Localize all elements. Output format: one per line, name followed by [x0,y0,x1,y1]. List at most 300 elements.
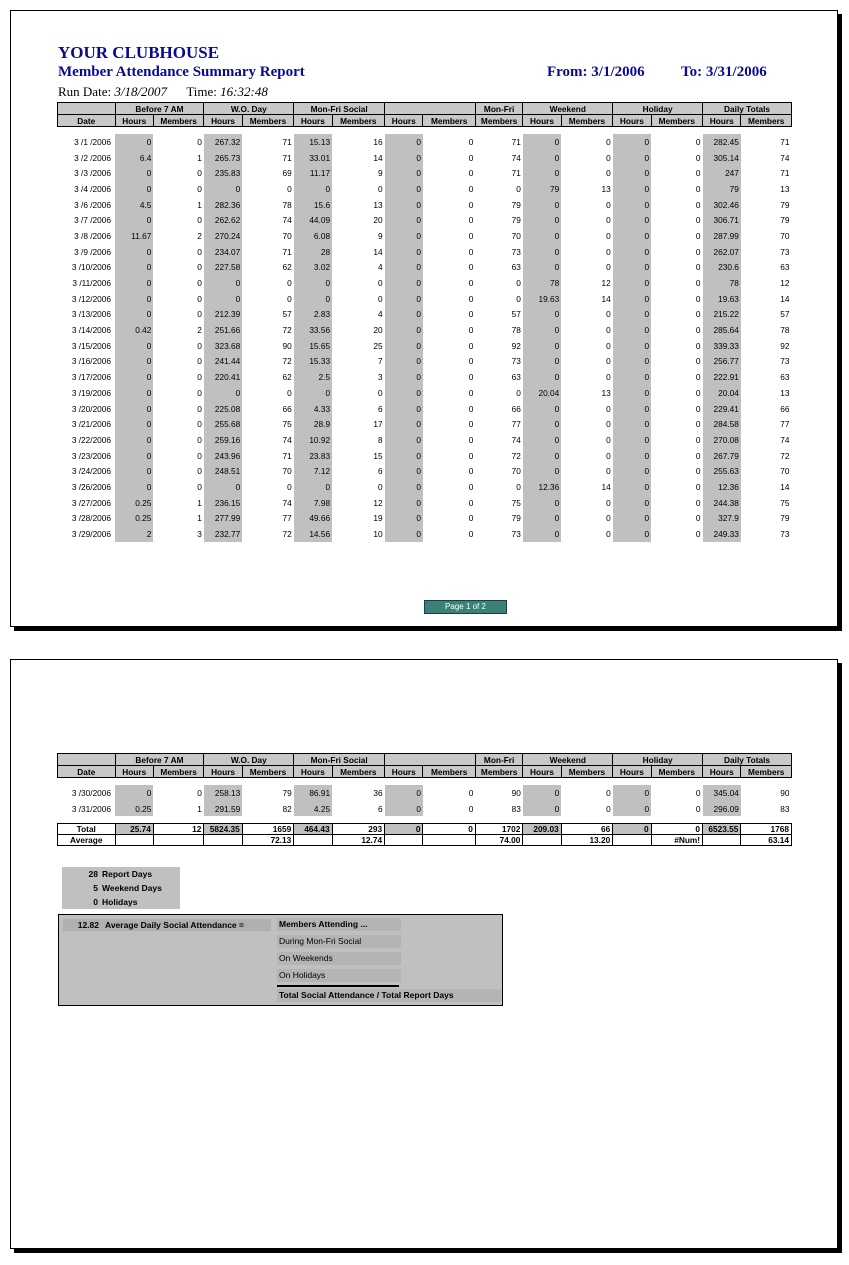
value-cell: 70 [511,466,521,477]
value-cell: 282.36 [204,197,242,213]
value-cell: 0 [468,340,474,351]
value-cell: 249.33 [703,526,741,542]
value-cell: 0 [468,372,474,383]
group-header-cell: Holiday [613,103,703,115]
value-cell: 339.33 [703,338,741,354]
value-cell: 0 [613,338,651,354]
date-cell: 3 /19/2006 [71,387,112,398]
value-cell: 0 [468,230,474,241]
value-cell: 215.22 [703,307,741,323]
value-cell: 6.4 [115,150,153,166]
date-cell: 3 /9 /2006 [74,246,112,257]
value-cell: 19 [373,513,383,524]
value-cell: 0 [523,785,561,801]
column-header-cell: Hours [523,115,561,127]
value-cell: 0 [695,419,701,430]
value-cell: 7.12 [294,463,332,479]
date-cell: 3 /23/2006 [71,450,112,461]
value-cell: 0 [385,401,423,417]
page-indicator-button[interactable]: Page 1 of 2 [424,600,507,614]
value-cell: 0 [204,479,242,495]
value-cell: 0 [523,322,561,338]
value-cell: 74 [511,152,521,163]
value-cell: 17 [373,419,383,430]
run-date-label: Run Date: [58,84,112,99]
value-cell: 282.45 [703,134,741,150]
value-cell: 0 [606,309,611,320]
value-cell: 25.74 [115,824,153,835]
value-cell: 19.63 [523,291,561,307]
value-cell: 0 [695,497,701,508]
group-header-cell: Mon-Fri Social [294,103,385,115]
value-cell: 0 [115,463,153,479]
value-cell: 0 [606,136,611,147]
value-cell: 0 [197,387,202,398]
date-cell: 3 /27/2006 [71,497,112,508]
table-row [58,150,792,166]
value-cell: 0 [468,215,474,226]
value-cell: 14 [780,293,790,304]
date-cell: 3 /4 /2006 [74,183,112,194]
table-spacer [58,778,792,786]
date-cell: 3 /28/2006 [71,513,112,524]
value-cell: 33.01 [294,150,332,166]
value-cell: 8 [377,434,383,445]
value-cell: 225.08 [204,401,242,417]
column-header-cell: Hours [385,115,423,127]
table-row [58,354,792,370]
value-cell: 323.68 [204,338,242,354]
value-cell: 20 [373,325,383,336]
table-row [58,785,792,801]
value-cell: 0 [695,403,701,414]
value-cell: 90 [511,787,521,798]
value-cell: 0 [385,448,423,464]
date-cell: 3 /30/2006 [71,787,112,798]
value-cell: 6 [377,466,383,477]
value-cell: 0 [115,275,153,291]
summary-row-weekend-days: 5 Weekend Days [93,883,162,893]
value-cell: 0 [523,134,561,150]
value-cell: 0 [613,463,651,479]
table-row [58,197,792,213]
value-cell: 79 [780,215,790,226]
table-row [58,448,792,464]
value-cell: 0 [294,479,332,495]
column-header-cell: Hours [613,766,651,778]
value-cell: 83 [780,803,790,814]
value-cell: 0 [197,309,202,320]
value-cell: 0 [197,136,202,147]
value-cell: 0 [197,215,202,226]
value-cell: 0 [377,387,383,398]
column-header-cell: Members [741,766,792,778]
value-cell: 0 [695,309,701,320]
value-cell: 0 [197,183,202,194]
value-cell: 247 [703,165,741,181]
table-row [58,322,792,338]
date-cell: 3 /1 /2006 [74,136,112,147]
value-cell: 0 [516,387,521,398]
value-cell: 72 [511,450,521,461]
value-cell: 0 [385,291,423,307]
date-cell: 3 /17/2006 [71,372,112,383]
date-cell: 3 /31/2006 [71,803,112,814]
value-cell: 236.15 [204,495,242,511]
summary-row-report-days: 28 Report Days [88,869,153,879]
value-cell: 1 [197,803,202,814]
value-cell: 66 [780,403,790,414]
value-cell: 92 [511,340,521,351]
value-cell: 262.07 [703,244,741,260]
value-cell: 74 [780,152,790,163]
value-cell: 0 [385,385,423,401]
value-cell: 251.66 [204,322,242,338]
value-cell: 0 [606,466,611,477]
column-header-cell: Hours [115,115,153,127]
value-cell: 0 [695,513,701,524]
value-cell: 0 [115,244,153,260]
value-cell: 0 [523,260,561,276]
value-cell: 0 [523,150,561,166]
value-cell: 4 [377,262,383,273]
value-cell: 0 [385,495,423,511]
table-row [58,134,792,150]
value-cell: 63 [511,372,521,383]
value-cell: 0 [695,278,701,289]
value-cell: 0 [613,401,651,417]
value-cell: 0 [385,416,423,432]
value-cell: 209.03 [523,824,561,835]
value-cell: 79 [523,181,561,197]
average-social-value: 12.82 Average Daily Social Attendance = [63,919,271,931]
value-cell [613,835,651,846]
value-cell: 0 [115,307,153,323]
date-cell: 3 /14/2006 [71,325,112,336]
value-cell: 232.77 [204,526,242,542]
group-header-cell [385,103,476,115]
value-cell: 0 [523,432,561,448]
value-cell: 0 [695,803,701,814]
value-cell: 0 [287,481,292,492]
value-cell: 0 [613,165,651,181]
group-header-cell [58,754,116,766]
run-date-line [58,84,268,100]
from-date: From: 3/1/2006 [547,64,645,80]
value-cell: 10.92 [294,432,332,448]
date-cell: 3 /7 /2006 [74,215,112,226]
value-cell: 0 [115,165,153,181]
value-cell: 0 [695,372,701,383]
value-cell: 3 [377,372,383,383]
value-cell: 0 [385,150,423,166]
attendance-table-page1 [57,102,792,542]
value-cell: 0 [197,246,202,257]
value-cell: 0 [385,244,423,260]
value-cell: 74 [511,434,521,445]
value-cell: 0 [385,275,423,291]
value-cell: 0 [197,372,202,383]
table-row [58,526,792,542]
total-row [58,824,792,835]
value-cell: 0 [523,354,561,370]
value-cell: 0 [287,387,292,398]
value-cell: 0 [204,291,242,307]
value-cell: 0 [695,481,701,492]
value-cell: 0 [613,322,651,338]
value-cell: 0 [423,824,475,835]
value-cell: 13.20 [561,835,612,846]
value-cell: 345.04 [703,785,741,801]
value-cell: 0 [606,434,611,445]
value-cell: 0 [613,448,651,464]
value-cell: 15.13 [294,134,332,150]
value-cell: 0 [377,293,383,304]
value-cell: 0.25 [115,495,153,511]
value-cell: 0 [523,307,561,323]
table-row [58,338,792,354]
value-cell: 0 [613,495,651,511]
value-cell: 0 [523,197,561,213]
value-cell: 0 [197,340,202,351]
value-cell: 0 [613,150,651,166]
value-cell: 0 [695,246,701,257]
value-cell: 0.25 [115,801,153,817]
table-row [58,511,792,527]
value-cell: 10 [373,529,383,540]
column-header-cell: Members [332,115,385,127]
value-cell: 70 [282,230,292,241]
value-cell: 0 [294,181,332,197]
value-cell: 0 [606,325,611,336]
value-cell: 0 [613,385,651,401]
value-cell: 73 [780,529,790,540]
value-cell: 0 [523,165,561,181]
table-row [58,307,792,323]
value-cell: 79 [282,787,292,798]
value-cell: 0 [115,291,153,307]
value-cell: 1 [197,199,202,210]
value-cell: 0 [385,801,423,817]
value-cell: 0 [606,340,611,351]
value-cell: 0 [523,338,561,354]
value-cell: 0 [523,369,561,385]
value-cell: 229.41 [703,401,741,417]
value-cell [385,835,423,846]
value-cell [523,835,561,846]
value-cell: 0 [523,244,561,260]
value-cell: 0 [613,134,651,150]
value-cell: 0 [606,356,611,367]
value-cell: 305.14 [703,150,741,166]
value-cell [204,835,242,846]
value-cell: 0 [613,526,651,542]
column-header-cell: Hours [115,766,153,778]
value-cell: 62 [282,372,292,383]
value-cell: 0 [613,197,651,213]
row-label-cell: Average [58,835,116,846]
date-cell: 3 /15/2006 [71,340,112,351]
value-cell: 57 [282,309,292,320]
attendance-table-page2 [57,753,792,846]
value-cell: 72 [282,356,292,367]
value-cell: 0 [115,432,153,448]
group-header-cell: Mon-Fri [475,103,522,115]
value-cell: 0 [523,495,561,511]
value-cell: 4.5 [115,197,153,213]
value-cell: 293 [332,824,385,835]
value-cell: 0 [115,416,153,432]
value-cell: 63 [780,372,790,383]
value-cell: 0 [523,526,561,542]
column-header-cell: Members [153,766,203,778]
date-cell: 3 /12/2006 [71,293,112,304]
value-cell: 256.77 [703,354,741,370]
value-cell: 0 [115,479,153,495]
value-cell: 2 [115,526,153,542]
value-cell: 4.33 [294,401,332,417]
value-cell: 0 [606,168,611,179]
table-row [58,165,792,181]
report-title: Member Attendance Summary Report [58,64,305,80]
value-cell: 227.58 [204,260,242,276]
value-cell: 0 [385,322,423,338]
value-cell: 0 [523,801,561,817]
value-cell: 0 [695,356,701,367]
value-cell: 0 [385,463,423,479]
group-header-cell: W.O. Day [204,754,294,766]
value-cell: 0 [468,262,474,273]
value-cell: 73 [511,356,521,367]
value-cell: 0 [197,466,202,477]
date-cell: 3 /2 /2006 [74,152,112,163]
value-cell: 15.65 [294,338,332,354]
value-cell: 0 [468,168,474,179]
table-column-header [58,766,792,778]
value-cell: 9 [377,168,383,179]
value-cell: 71 [282,136,292,147]
value-cell: 0 [287,278,292,289]
value-cell: 0 [197,434,202,445]
value-cell: 302.46 [703,197,741,213]
report-page-2 [10,659,838,1249]
value-cell: 0 [613,275,651,291]
value-cell: 0 [695,340,701,351]
to-date: To: 3/31/2006 [681,64,767,80]
value-cell: 0 [115,385,153,401]
value-cell: 12 [780,278,790,289]
value-cell: 0 [468,325,474,336]
value-cell: 69 [282,168,292,179]
value-cell: 0 [468,356,474,367]
value-cell: 20 [373,215,383,226]
value-cell: 2 [197,230,202,241]
value-cell: 66 [511,403,521,414]
value-cell: 0 [523,416,561,432]
value-cell: 0 [606,787,611,798]
value-cell: 6.08 [294,228,332,244]
value-cell: 0 [523,228,561,244]
date-cell: 3 /24/2006 [71,466,112,477]
value-cell: #Num! [651,835,702,846]
value-cell: 0 [695,529,701,540]
value-cell: 222.91 [703,369,741,385]
value-cell: 0 [695,434,701,445]
value-cell: 0 [468,529,474,540]
value-cell: 0 [385,785,423,801]
value-cell: 74 [780,434,790,445]
value-cell: 0 [613,801,651,817]
value-cell: 6 [377,803,383,814]
value-cell: 0 [385,354,423,370]
value-cell: 0 [613,416,651,432]
value-cell: 243.96 [204,448,242,464]
table-group-header [58,754,792,766]
value-cell: 0 [385,181,423,197]
value-cell: 12 [153,824,203,835]
value-cell: 0 [695,136,701,147]
value-cell: 11.67 [115,228,153,244]
value-cell: 14 [373,152,383,163]
value-cell: 71 [282,152,292,163]
value-cell: 44.09 [294,212,332,228]
value-cell: 0 [468,278,474,289]
report-days-summary [62,867,180,909]
value-cell: 0 [606,529,611,540]
value-cell: 0 [613,479,651,495]
value-cell: 14 [780,481,790,492]
column-header-cell: Members [651,766,702,778]
value-cell: 0.42 [115,322,153,338]
value-cell: 77 [511,419,521,430]
value-cell: 77 [282,513,292,524]
value-cell: 255.68 [204,416,242,432]
value-cell: 0 [606,513,611,524]
column-header-cell: Hours [703,115,741,127]
value-cell: 13 [373,199,383,210]
value-cell: 73 [511,529,521,540]
value-cell: 0 [613,244,651,260]
value-cell: 36 [373,787,383,798]
value-cell: 0 [287,293,292,304]
value-cell: 66 [282,403,292,414]
value-cell: 2 [197,325,202,336]
value-cell: 0 [468,787,474,798]
table-row [58,244,792,260]
value-cell: 0 [294,275,332,291]
value-cell: 0 [197,262,202,273]
value-cell: 79 [511,513,521,524]
value-cell: 0 [468,183,474,194]
value-cell: 78 [780,325,790,336]
value-cell: 262.62 [204,212,242,228]
value-cell: 14 [601,481,611,492]
value-cell: 0 [468,497,474,508]
value-cell: 0 [695,199,701,210]
value-cell: 73 [780,246,790,257]
summary-row-holidays: 0 Holidays [93,897,138,907]
group-header-cell: Daily Totals [703,754,792,766]
value-cell: 235.83 [204,165,242,181]
value-cell: 0 [695,293,701,304]
value-cell [153,835,203,846]
value-cell: 73 [780,356,790,367]
value-cell: 20.04 [703,385,741,401]
value-cell: 79 [511,199,521,210]
value-cell: 86.91 [294,785,332,801]
date-cell: 3 /26/2006 [71,481,112,492]
value-cell: 14 [601,293,611,304]
